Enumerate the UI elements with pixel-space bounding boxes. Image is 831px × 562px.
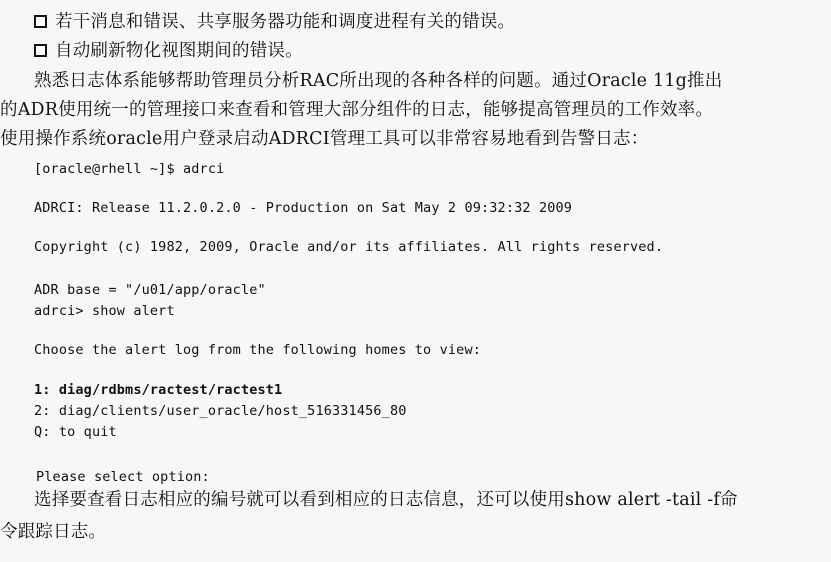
terminal-prompt-command: [oracle@rhell ~]$ adrci xyxy=(34,161,225,177)
closing-line-1: 选择要查看日志相应的编号就可以看到相应的日志信息，还可以使用show alert -tail -f命 xyxy=(34,490,738,510)
paragraph-line-2: 的ADR使用统一的管理接口来查看和管理大部分组件的日志，能够提高管理员的工作效率。 xyxy=(0,100,714,120)
terminal-option-1: 1: diag/rdbms/ractest/ractest1 xyxy=(34,382,283,398)
bullet-text-2: 自动刷新物化视图期间的错误。 xyxy=(55,41,303,61)
terminal-adr-base-line: ADR base = "/u01/app/oracle" xyxy=(34,282,266,298)
bullet-item-2 xyxy=(34,43,303,61)
terminal-copyright-line: Copyright (c) 1982, 2009, Oracle and/or its affiliates. All rights reserved. xyxy=(34,239,664,255)
terminal-option-2: 2: diag/clients/user_oracle/host_516331456_80 xyxy=(34,403,407,419)
bullet-item-1 xyxy=(34,14,515,32)
paragraph-line-3: 使用操作系统oracle用户登录启动ADRCI管理工具可以非常容易地看到告警日志： xyxy=(0,129,649,149)
terminal-option-quit: Q: to quit xyxy=(34,424,117,440)
terminal-show-alert-line: adrci> show alert xyxy=(34,303,175,319)
terminal-release-line: ADRCI: Release 11.2.0.2.0 - Production on Sat May 2 09:32:32 2009 xyxy=(34,200,573,216)
terminal-choose-line: Choose the alert log from the following homes to view: xyxy=(34,342,481,358)
checkbox-bullet-icon xyxy=(34,15,47,28)
paragraph-line-1: 熟悉日志体系能够帮助管理员分析RAC所出现的各种各样的问题。通过Oracle 11g推出 xyxy=(34,71,723,91)
bullet-text-1: 若干消息和错误、共享服务器功能和调度进程有关的错误。 xyxy=(55,12,516,32)
terminal-please-select: Please select option: xyxy=(36,469,210,485)
checkbox-bullet-icon xyxy=(34,44,47,57)
closing-line-2: 令跟踪日志。 xyxy=(0,522,107,542)
